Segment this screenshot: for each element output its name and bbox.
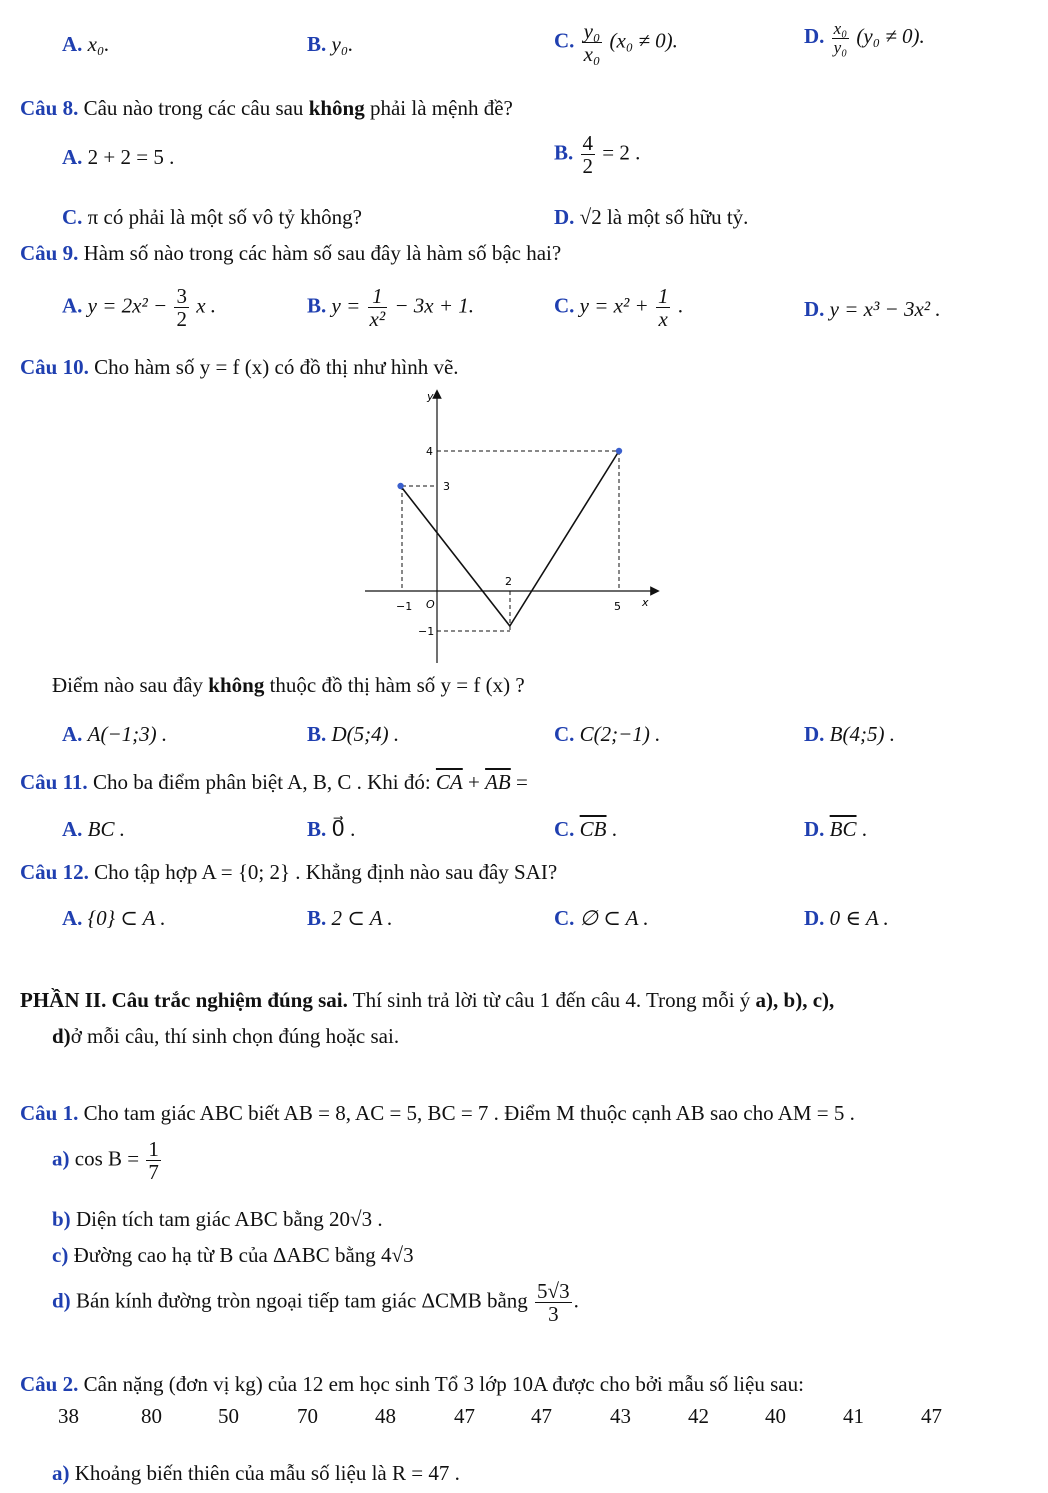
option-text: 0⃗ . — [331, 817, 356, 841]
tick-label-y3: 3 — [443, 480, 450, 493]
question-text: Cân nặng (đơn vị kg) của 12 em học sinh Tổ 3 lớp 10A được cho bởi mẫu số liệu sau: — [78, 1372, 804, 1396]
option-text: y = 2x² − — [87, 293, 168, 318]
question-text: Hàm số nào trong các hàm số sau đây là hàm số bậc hai? — [78, 241, 562, 265]
q9-option-c — [554, 285, 683, 330]
question-text: Cho tập hợp A = {0; 2} . Khẳng định nào sau đây SAI? — [88, 860, 558, 884]
q10-substem — [52, 673, 525, 698]
numerator: x₀ — [833, 19, 848, 38]
p2q1-stem — [20, 1101, 855, 1126]
option-label: D. — [804, 906, 825, 930]
statement-text: Khoảng biến thiên của mẫu số liệu là R = 47 . — [69, 1461, 460, 1485]
option-text: 2 ⊂ A . — [331, 906, 393, 930]
question-text: Cho tam giác ABC biết AB = 8, AC = 5, BC = 7 . Điểm M thuộc cạnh AB sao cho AM = 5 . — [78, 1101, 855, 1125]
data-value: 50 — [218, 1404, 239, 1428]
option-label: A. — [62, 906, 83, 930]
q11-option-d — [804, 817, 867, 842]
part2-heading — [20, 988, 834, 1013]
fraction — [174, 285, 189, 330]
option-text: x₀. — [87, 32, 110, 56]
option-tail: (x₀ ≠ 0). — [609, 28, 678, 53]
option-text: y = x² + — [579, 293, 649, 318]
option-text: A(−1;3) . — [87, 722, 168, 746]
question-text: phải là mệnh đề? — [364, 96, 513, 120]
option-text: y = — [331, 293, 361, 318]
q9-option-a — [62, 285, 216, 330]
option-label: D. — [804, 722, 825, 746]
option-label: D. — [804, 817, 825, 841]
denominator: 2 — [582, 154, 594, 179]
question-label: Câu 11. — [20, 770, 88, 794]
option-label: C. — [62, 205, 83, 229]
option-tail: x . — [196, 293, 217, 318]
data-value: 43 — [610, 1404, 631, 1428]
part2-title: PHẦN II. Câu trắc nghiệm đúng sai. — [20, 988, 348, 1012]
q10-stem — [20, 355, 459, 380]
option-tail: . — [677, 293, 683, 318]
q10-option-d — [804, 722, 895, 747]
p2q2-statement-a — [52, 1461, 460, 1486]
graph-endpoint — [616, 448, 622, 454]
option-label: B. — [307, 293, 327, 318]
option-text: C(2;−1) . — [579, 722, 661, 746]
q8-option-b — [554, 132, 640, 177]
fraction — [368, 285, 388, 330]
option-text: 0 ∈ A . — [829, 906, 889, 930]
q11-option-c — [554, 817, 617, 842]
denominator: 2 — [176, 307, 187, 332]
q7-option-b — [307, 32, 353, 57]
x-axis-label: x — [642, 596, 649, 609]
data-value: 48 — [375, 1404, 396, 1428]
option-text: {0} ⊂ A . — [87, 906, 166, 930]
vector-ab: $\overline{AB}$ — [485, 770, 511, 794]
option-label: A. — [62, 32, 83, 56]
option-label: D. — [804, 24, 825, 49]
part2-emphasis: a), b), c), — [755, 988, 835, 1012]
numerator: 1 — [657, 284, 669, 308]
option-label: D. — [804, 297, 825, 321]
option-text: 2 + 2 = 5 . — [87, 145, 175, 169]
option-text: √2 là một số hữu tỷ. — [579, 205, 749, 229]
graph-endpoint — [397, 483, 403, 489]
numerator: 1 — [368, 285, 388, 308]
numerator: 3 — [176, 284, 187, 308]
y-axis-label: y — [427, 390, 434, 403]
fraction — [146, 1138, 161, 1183]
fraction — [535, 1280, 572, 1325]
origin-label: O — [426, 598, 435, 611]
q11-option-b — [307, 817, 355, 842]
p2q1-statement-a — [52, 1138, 163, 1183]
option-text: D(5;4) . — [331, 722, 400, 746]
denominator: y₀ — [833, 37, 848, 57]
equals-sign: = — [510, 770, 528, 794]
denominator: 7 — [148, 1160, 159, 1185]
question-label: Câu 12. — [20, 860, 89, 884]
denominator: x₀ — [583, 42, 601, 67]
q12-option-a — [62, 906, 166, 931]
statement-text: cos B = — [69, 1146, 140, 1171]
q12-option-b — [307, 906, 393, 931]
option-label: A. — [62, 145, 83, 169]
tick-label-x2: 2 — [505, 575, 512, 588]
q11-option-a — [62, 817, 125, 842]
option-label: B. — [307, 32, 327, 56]
question-label: Câu 1. — [20, 1101, 79, 1125]
statement-label: c) — [52, 1243, 69, 1267]
option-label: B. — [554, 140, 574, 165]
fraction — [832, 20, 849, 57]
statement-text: Diện tích tam giác ABC bằng 20√3 . — [70, 1207, 383, 1231]
vector-bc: $\overline{BC}$ — [829, 817, 857, 841]
q8-option-d — [554, 205, 748, 230]
option-label: C. — [554, 28, 575, 53]
question-text: thuộc đồ thị hàm số y = f (x) ? — [264, 673, 525, 697]
option-text: π có phải là một số vô tỷ không? — [87, 205, 362, 229]
option-label: A. — [62, 293, 83, 318]
option-tail: (y₀ ≠ 0). — [856, 24, 925, 49]
q8-option-c — [62, 205, 362, 230]
data-value: 40 — [765, 1404, 786, 1428]
numerator: y₀ — [583, 19, 601, 43]
option-tail: = 2 . — [602, 140, 641, 165]
data-value: 47 — [531, 1404, 552, 1428]
q12-stem — [20, 860, 557, 885]
vector-cb: $\overline{CB}$ — [579, 817, 607, 841]
option-label: C. — [554, 817, 575, 841]
q10-option-a — [62, 722, 167, 747]
option-text: y₀. — [331, 32, 354, 56]
part2-heading-line2 — [52, 1024, 399, 1049]
option-label: D. — [554, 205, 575, 229]
data-value: 47 — [921, 1404, 942, 1428]
data-value: 70 — [297, 1404, 318, 1428]
question-label: Câu 9. — [20, 241, 79, 265]
function-graph — [360, 388, 660, 668]
data-value: 47 — [454, 1404, 475, 1428]
q8-stem — [20, 96, 513, 121]
statement-label: a) — [52, 1146, 70, 1171]
statement-text: Đường cao hạ từ B của ΔABC bằng 4√3 — [68, 1243, 414, 1267]
option-tail: . — [606, 817, 618, 841]
p2q1-statement-b — [52, 1207, 383, 1232]
q11-stem — [20, 770, 528, 795]
option-label: A. — [62, 722, 83, 746]
statement-text: Bán kính đường tròn ngoại tiếp tam giác ΔCMB bằng — [70, 1288, 534, 1313]
part2-text: ở mỗi câu, thí sinh chọn đúng hoặc sai. — [70, 1024, 400, 1048]
question-emphasis: không — [308, 96, 365, 120]
q8-option-a — [62, 145, 174, 170]
statement-tail: . — [573, 1288, 579, 1313]
numerator: 4 — [582, 131, 594, 155]
tick-label-y4: 4 — [426, 445, 433, 458]
option-label: A. — [62, 817, 83, 841]
p2q1-statement-d — [52, 1280, 579, 1325]
numerator: 1 — [148, 1137, 159, 1161]
option-text: BC . — [87, 817, 126, 841]
q9-stem — [20, 241, 561, 266]
numerator: 5√3 — [537, 1279, 570, 1303]
option-label: C. — [554, 906, 575, 930]
tick-label-ym1: −1 — [418, 625, 435, 638]
option-text: B(4;5) . — [829, 722, 895, 746]
p2q2-stem — [20, 1372, 804, 1397]
option-label: B. — [307, 817, 327, 841]
tick-label-xm1: −1 — [396, 600, 413, 613]
data-value: 80 — [141, 1404, 162, 1428]
option-label: B. — [307, 906, 327, 930]
q7-option-c — [554, 20, 678, 65]
q10-option-b — [307, 722, 399, 747]
option-label: C. — [554, 722, 575, 746]
denominator: x² — [369, 307, 386, 332]
q12-option-c — [554, 906, 649, 931]
fraction — [581, 132, 596, 177]
part2-emphasis: d) — [52, 1024, 71, 1048]
statement-label: a) — [52, 1461, 70, 1485]
part2-text: Thí sinh trả lời từ câu 1 đến câu 4. Trong mỗi ý — [347, 988, 756, 1012]
question-text: Câu nào trong các câu sau — [78, 96, 309, 120]
question-text: Cho ba điểm phân biệt A, B, C . Khi đó: — [87, 770, 436, 794]
data-value: 41 — [843, 1404, 864, 1428]
statement-label: d) — [52, 1288, 71, 1313]
question-label: Câu 2. — [20, 1372, 79, 1396]
statement-label: b) — [52, 1207, 71, 1231]
question-text: Cho hàm số y = f (x) có đồ thị như hình vẽ. — [88, 355, 459, 379]
option-tail: . — [856, 817, 868, 841]
q7-option-a — [62, 32, 110, 57]
option-text: y = x³ − 3x² . — [829, 297, 941, 321]
vector-ca: $\overline{CA}$ — [435, 770, 463, 794]
denominator: x — [658, 307, 668, 332]
question-text: Điểm nào sau đây — [52, 673, 209, 697]
fraction — [582, 20, 603, 65]
data-value: 38 — [58, 1404, 79, 1428]
option-label: B. — [307, 722, 327, 746]
q9-option-d — [804, 297, 941, 322]
question-label: Câu 8. — [20, 96, 79, 120]
q7-option-d — [804, 20, 925, 57]
question-emphasis: không — [208, 673, 265, 697]
option-tail: − 3x + 1. — [394, 293, 475, 318]
denominator: 3 — [548, 1302, 559, 1327]
q12-option-d — [804, 906, 889, 931]
tick-label-x5: 5 — [614, 600, 621, 613]
fraction — [656, 285, 671, 330]
q9-option-b — [307, 285, 474, 330]
p2q1-statement-c — [52, 1243, 414, 1268]
q10-option-c — [554, 722, 660, 747]
option-label: C. — [554, 293, 575, 318]
plus-sign: + — [462, 770, 486, 794]
data-value: 42 — [688, 1404, 709, 1428]
question-label: Câu 10. — [20, 355, 89, 379]
option-text: ∅ ⊂ A . — [579, 906, 649, 930]
